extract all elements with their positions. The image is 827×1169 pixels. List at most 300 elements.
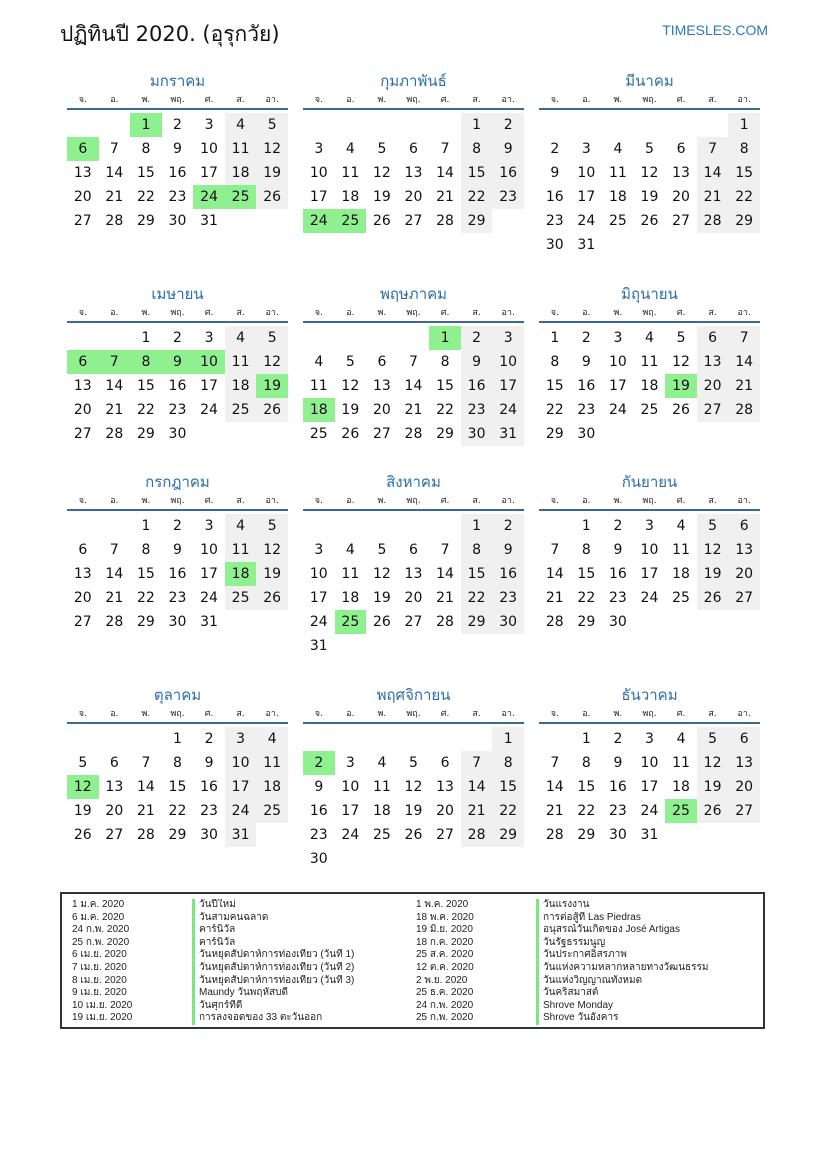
day-cell: 28 <box>697 209 729 233</box>
day-cell: 3 <box>645 518 654 534</box>
weekday-header <box>303 305 524 323</box>
day-cell: 27 <box>404 614 423 630</box>
holiday-day-cell: 10 <box>193 350 225 374</box>
day-cell: 30 <box>608 827 627 843</box>
day-cell: 9 <box>204 755 214 771</box>
day-cell: 11 <box>341 165 360 181</box>
day-cell: 1 <box>728 113 760 137</box>
day-cell: 21 <box>105 402 124 418</box>
day-cell: 16 <box>168 566 187 582</box>
day-cell: 9 <box>613 542 623 558</box>
day-cell: 24 <box>608 402 627 418</box>
day-cell: 3 <box>204 330 214 346</box>
day-cell: 27 <box>73 426 92 442</box>
day-cell: 4 <box>676 518 686 534</box>
holiday-day-cell: 1 <box>130 113 162 137</box>
day-cell: 10 <box>492 350 524 374</box>
day-cell: 4 <box>314 354 324 370</box>
weekday-label: อา. <box>501 496 515 506</box>
day-cell: 16 <box>545 189 564 205</box>
day-cell: 17 <box>200 165 218 181</box>
weekday-label: พ. <box>613 308 623 318</box>
day-cell: 17 <box>640 779 659 795</box>
weekday-label: จ. <box>78 709 87 719</box>
day-cell: 4 <box>256 727 288 751</box>
day-cell: 11 <box>225 538 257 562</box>
day-cell: 27 <box>728 799 760 823</box>
month-name: สิงหาคม <box>386 473 441 491</box>
day-cell: 16 <box>461 374 493 398</box>
day-cell: 11 <box>225 137 257 161</box>
day-cell: 5 <box>256 514 288 538</box>
month-calendar <box>67 70 288 233</box>
empty-cell <box>303 113 335 137</box>
day-cell: 20 <box>73 189 92 205</box>
day-cell: 10 <box>200 542 218 558</box>
weekday-label: พฤ. <box>642 95 657 105</box>
legend-date: 18 ก.ค. 2020 <box>416 936 474 948</box>
holiday-day-cell: 6 <box>67 137 99 161</box>
day-cell: 22 <box>577 590 596 606</box>
day-cell: 7 <box>141 755 151 771</box>
day-cell: 28 <box>545 614 564 630</box>
month-name: พฤษภาคม <box>379 285 448 303</box>
day-cell: 10 <box>640 542 659 558</box>
legend-row <box>416 949 748 962</box>
legend-date: 9 เม.ย. 2020 <box>72 987 127 999</box>
day-cell: 19 <box>256 161 288 185</box>
day-cell: 31 <box>309 638 328 654</box>
day-cell: 24 <box>640 803 659 819</box>
site-link[interactable]: TIMESLES.COM <box>662 22 768 38</box>
month-name: กุมภาพันธ์ <box>380 72 447 90</box>
legend-holiday-name: วันประกาศอิสรภาพ <box>536 949 748 962</box>
day-cell: 21 <box>105 590 124 606</box>
day-cell: 8 <box>461 538 493 562</box>
legend-holiday-name: วันหยุดสัปดาห์การท่องเที่ยว (วันที่ 1) <box>192 949 404 962</box>
day-cell: 21 <box>728 374 760 398</box>
day-cell: 20 <box>404 189 423 205</box>
day-cell: 11 <box>225 350 257 374</box>
empty-cell <box>429 113 461 137</box>
empty-cell <box>99 514 131 538</box>
weekday-label: อา. <box>265 95 279 105</box>
day-cell: 7 <box>697 137 729 161</box>
day-cell: 25 <box>608 213 627 229</box>
weekday-label: พ. <box>613 496 623 506</box>
legend-row <box>72 899 404 912</box>
month-calendar <box>539 70 760 257</box>
day-cell: 29 <box>545 426 564 442</box>
day-grid <box>303 326 524 446</box>
weekday-label: อา. <box>265 308 279 318</box>
empty-cell <box>398 326 430 350</box>
day-cell: 23 <box>577 402 596 418</box>
weekday-label: จ. <box>78 95 87 105</box>
day-cell: 26 <box>256 586 288 610</box>
day-cell: 11 <box>256 751 288 775</box>
day-cell: 22 <box>136 590 155 606</box>
day-cell: 3 <box>645 731 654 747</box>
day-cell: 5 <box>645 141 654 157</box>
day-cell: 23 <box>545 213 564 229</box>
day-cell: 22 <box>436 402 454 418</box>
day-cell: 4 <box>676 731 686 747</box>
day-cell: 8 <box>728 137 760 161</box>
weekday-label: อ. <box>582 496 591 506</box>
weekday-header <box>67 305 288 323</box>
day-cell: 12 <box>697 751 729 775</box>
day-cell: 6 <box>440 755 450 771</box>
empty-cell <box>398 113 430 137</box>
day-cell: 7 <box>461 751 493 775</box>
day-cell: 4 <box>225 514 257 538</box>
day-cell: 30 <box>168 614 187 630</box>
day-cell: 6 <box>728 727 760 751</box>
weekday-label: พ. <box>141 308 151 318</box>
day-grid <box>303 113 524 233</box>
day-grid <box>539 727 760 847</box>
day-cell: 29 <box>436 426 454 442</box>
day-cell: 7 <box>109 542 119 558</box>
weekday-label: อ. <box>110 95 119 105</box>
weekday-label: พฤ. <box>406 496 421 506</box>
day-cell: 23 <box>608 803 627 819</box>
legend-holiday-name: การลงจอดของ 33 ตะวันออก <box>192 1012 404 1025</box>
empty-cell <box>303 514 335 538</box>
weekday-label: พฤ. <box>406 308 421 318</box>
day-cell: 20 <box>73 590 92 606</box>
weekday-header <box>67 706 288 724</box>
day-cell: 31 <box>225 823 257 847</box>
weekday-label: อ. <box>346 709 355 719</box>
day-cell: 16 <box>168 165 187 181</box>
weekday-label: ศ. <box>204 709 214 719</box>
weekday-label: ศ. <box>440 496 450 506</box>
legend-date: 6 ม.ค. 2020 <box>72 911 125 923</box>
legend-date: 12 ต.ค. 2020 <box>416 961 474 973</box>
day-cell: 29 <box>577 827 596 843</box>
page-title: ปฏิทินปี 2020. (อุรุกวัย) <box>60 22 280 46</box>
day-cell: 11 <box>309 378 328 394</box>
day-cell: 5 <box>409 755 418 771</box>
day-cell: 21 <box>697 185 729 209</box>
day-cell: 10 <box>200 141 218 157</box>
day-cell: 19 <box>256 562 288 586</box>
month-name: กรกฎาคม <box>145 473 210 491</box>
weekday-label: พ. <box>377 709 387 719</box>
weekday-label: พฤ. <box>170 95 185 105</box>
day-cell: 1 <box>461 113 493 137</box>
empty-cell <box>99 727 131 751</box>
day-cell: 3 <box>314 542 324 558</box>
day-cell: 23 <box>309 827 328 843</box>
legend-column-right <box>416 899 748 1025</box>
legend-date: 25 ส.ค. 2020 <box>416 949 474 961</box>
day-cell: 20 <box>697 374 729 398</box>
weekday-label: ศ. <box>440 308 450 318</box>
weekday-label: ส. <box>472 496 481 506</box>
day-cell: 25 <box>256 799 288 823</box>
day-cell: 11 <box>672 755 690 771</box>
empty-cell <box>366 727 398 751</box>
day-cell: 12 <box>697 538 729 562</box>
day-cell: 9 <box>613 755 623 771</box>
weekday-label: อา. <box>737 496 751 506</box>
weekday-label: พฤ. <box>406 709 421 719</box>
weekday-label: พ. <box>141 496 151 506</box>
day-cell: 20 <box>404 590 423 606</box>
day-cell: 5 <box>256 113 288 137</box>
day-cell: 15 <box>461 161 493 185</box>
month-name: กันยายน <box>621 473 678 491</box>
day-cell: 29 <box>461 209 493 233</box>
day-cell: 8 <box>492 751 524 775</box>
day-grid <box>67 326 288 446</box>
day-cell: 19 <box>404 803 423 819</box>
legend-row <box>72 987 404 1000</box>
weekday-label: ศ. <box>204 308 214 318</box>
weekday-label: อ. <box>110 496 119 506</box>
day-cell: 18 <box>225 374 257 398</box>
day-cell: 5 <box>697 514 729 538</box>
legend-date: 25 ก.พ. 2020 <box>416 1012 474 1024</box>
holiday-day-cell: 25 <box>335 610 367 634</box>
day-cell: 14 <box>404 378 423 394</box>
day-cell: 12 <box>640 165 659 181</box>
weekday-label: จ. <box>550 709 559 719</box>
holiday-day-cell: 19 <box>256 374 288 398</box>
day-cell: 23 <box>168 590 187 606</box>
day-cell: 19 <box>73 803 92 819</box>
day-cell: 15 <box>136 378 155 394</box>
day-cell: 19 <box>372 189 391 205</box>
day-cell: 3 <box>204 518 214 534</box>
day-cell: 24 <box>309 614 328 630</box>
day-cell: 20 <box>728 562 760 586</box>
weekday-header <box>303 92 524 110</box>
day-cell: 2 <box>173 117 182 133</box>
day-cell: 26 <box>640 213 659 229</box>
legend-date: 19 เม.ย. 2020 <box>72 1012 133 1024</box>
day-cell: 16 <box>577 378 596 394</box>
day-cell: 25 <box>225 398 257 422</box>
day-cell: 25 <box>372 827 391 843</box>
day-cell: 15 <box>136 566 155 582</box>
day-cell: 21 <box>436 590 454 606</box>
weekday-label: พ. <box>377 95 387 105</box>
empty-cell <box>67 113 99 137</box>
day-cell: 4 <box>225 326 257 350</box>
day-cell: 2 <box>461 326 493 350</box>
day-cell: 1 <box>141 518 151 534</box>
day-cell: 30 <box>168 426 187 442</box>
day-cell: 30 <box>200 827 218 843</box>
weekday-label: จ. <box>550 496 559 506</box>
day-cell: 1 <box>581 518 591 534</box>
month-name: เมษายน <box>151 285 204 303</box>
weekday-label: ศ. <box>676 308 686 318</box>
day-cell: 12 <box>672 354 690 370</box>
day-cell: 21 <box>545 803 564 819</box>
legend-holiday-name: คาร์นิวัล <box>192 924 404 937</box>
day-cell: 15 <box>136 165 155 181</box>
weekday-label: พฤ. <box>642 496 657 506</box>
weekday-label: พ. <box>613 709 623 719</box>
day-cell: 19 <box>372 590 391 606</box>
day-cell: 28 <box>136 827 155 843</box>
weekday-label: จ. <box>314 308 323 318</box>
holiday-day-cell: 8 <box>130 350 162 374</box>
day-cell: 18 <box>256 775 288 799</box>
holiday-day-cell: 24 <box>193 185 225 209</box>
legend-holiday-name: Shrove Monday <box>536 1000 748 1013</box>
empty-cell <box>366 514 398 538</box>
day-cell: 27 <box>728 586 760 610</box>
day-cell: 10 <box>341 779 360 795</box>
day-cell: 29 <box>461 610 493 634</box>
legend-holiday-name: วันปีใหม่ <box>192 899 404 912</box>
day-cell: 13 <box>728 538 760 562</box>
month-calendar <box>539 471 760 634</box>
legend-date: 10 เม.ย. 2020 <box>72 999 133 1011</box>
day-cell: 10 <box>577 165 596 181</box>
empty-cell <box>665 113 697 137</box>
weekday-label: พฤ. <box>642 709 657 719</box>
weekday-label: พ. <box>377 496 387 506</box>
weekday-header <box>303 493 524 511</box>
day-cell: 13 <box>73 378 92 394</box>
legend-holiday-name: วันหยุดสัปดาห์การท่องเที่ยว (วันที่ 3) <box>192 975 404 988</box>
empty-cell <box>398 727 430 751</box>
day-cell: 31 <box>492 422 524 446</box>
day-cell: 31 <box>200 614 218 630</box>
day-cell: 23 <box>168 189 187 205</box>
weekday-label: จ. <box>314 95 323 105</box>
empty-cell <box>99 326 131 350</box>
legend-row <box>416 912 748 925</box>
legend-date: 8 เม.ย. 2020 <box>72 974 127 986</box>
weekday-label: ส. <box>236 709 245 719</box>
holiday-day-cell: 12 <box>67 775 99 799</box>
legend-date: 24 ก.พ. 2020 <box>416 999 474 1011</box>
day-cell: 28 <box>105 426 124 442</box>
day-grid <box>67 514 288 634</box>
legend-date: 19 มิ.ย. 2020 <box>416 924 473 936</box>
day-cell: 26 <box>372 213 391 229</box>
day-cell: 1 <box>492 727 524 751</box>
weekday-label: อ. <box>110 308 119 318</box>
day-cell: 22 <box>461 586 493 610</box>
weekday-label: ศ. <box>676 709 686 719</box>
weekday-label: จ. <box>314 496 323 506</box>
legend-holiday-name: วันแห่งวิญญาณทั้งหมด <box>536 975 748 988</box>
day-cell: 16 <box>492 161 524 185</box>
empty-cell <box>429 514 461 538</box>
day-cell: 10 <box>225 751 257 775</box>
day-cell: 5 <box>697 727 729 751</box>
day-cell: 26 <box>404 827 423 843</box>
day-cell: 26 <box>697 799 729 823</box>
weekday-label: อา. <box>737 709 751 719</box>
day-cell: 8 <box>440 354 450 370</box>
day-cell: 3 <box>581 141 591 157</box>
legend-row <box>72 912 404 925</box>
legend-row <box>416 1000 748 1013</box>
day-cell: 7 <box>550 542 560 558</box>
day-cell: 22 <box>577 803 596 819</box>
day-cell: 24 <box>200 402 218 418</box>
day-cell: 24 <box>225 799 257 823</box>
day-cell: 11 <box>672 542 690 558</box>
day-cell: 5 <box>377 141 387 157</box>
holiday-day-cell: 24 <box>303 209 335 233</box>
day-cell: 16 <box>168 378 187 394</box>
day-cell: 1 <box>581 731 591 747</box>
legend-date: 7 เม.ย. 2020 <box>72 961 127 973</box>
weekday-label: ส. <box>472 308 481 318</box>
day-cell: 5 <box>256 326 288 350</box>
day-cell: 23 <box>461 398 493 422</box>
day-cell: 17 <box>309 189 328 205</box>
day-cell: 12 <box>256 350 288 374</box>
day-cell: 29 <box>136 213 155 229</box>
day-cell: 17 <box>640 566 659 582</box>
day-cell: 8 <box>550 354 560 370</box>
month-calendar <box>67 471 288 634</box>
legend-date: 2 พ.ย. 2020 <box>416 974 468 986</box>
day-cell: 29 <box>728 209 760 233</box>
day-cell: 18 <box>640 378 659 394</box>
weekday-label: อ. <box>346 95 355 105</box>
weekday-label: อ. <box>582 709 591 719</box>
day-cell: 29 <box>577 614 596 630</box>
day-cell: 18 <box>225 161 257 185</box>
empty-cell <box>335 326 367 350</box>
day-cell: 13 <box>404 566 423 582</box>
day-cell: 24 <box>341 827 360 843</box>
weekday-label: อ. <box>346 308 355 318</box>
legend-row <box>416 899 748 912</box>
day-cell: 8 <box>141 542 151 558</box>
day-cell: 13 <box>73 165 92 181</box>
day-cell: 23 <box>492 586 524 610</box>
day-cell: 8 <box>581 542 591 558</box>
day-cell: 21 <box>136 803 155 819</box>
day-cell: 27 <box>105 827 124 843</box>
day-cell: 2 <box>613 518 623 534</box>
day-cell: 6 <box>78 542 88 558</box>
day-cell: 21 <box>404 402 423 418</box>
day-cell: 29 <box>136 614 155 630</box>
day-cell: 26 <box>256 398 288 422</box>
legend-holiday-name: วันศุกร์ที่ดี <box>192 1000 404 1013</box>
day-cell: 2 <box>204 731 214 747</box>
day-cell: 16 <box>309 803 328 819</box>
day-cell: 20 <box>728 775 760 799</box>
day-cell: 9 <box>173 141 182 157</box>
day-cell: 2 <box>550 141 560 157</box>
day-cell: 20 <box>372 402 391 418</box>
weekday-label: ส. <box>708 308 717 318</box>
day-cell: 7 <box>440 542 450 558</box>
legend-date: 18 พ.ค. 2020 <box>416 911 474 923</box>
day-grid <box>539 113 760 257</box>
weekday-label: ศ. <box>676 95 686 105</box>
day-cell: 17 <box>225 775 257 799</box>
weekday-label: อา. <box>265 709 279 719</box>
weekday-label: ศ. <box>440 95 450 105</box>
